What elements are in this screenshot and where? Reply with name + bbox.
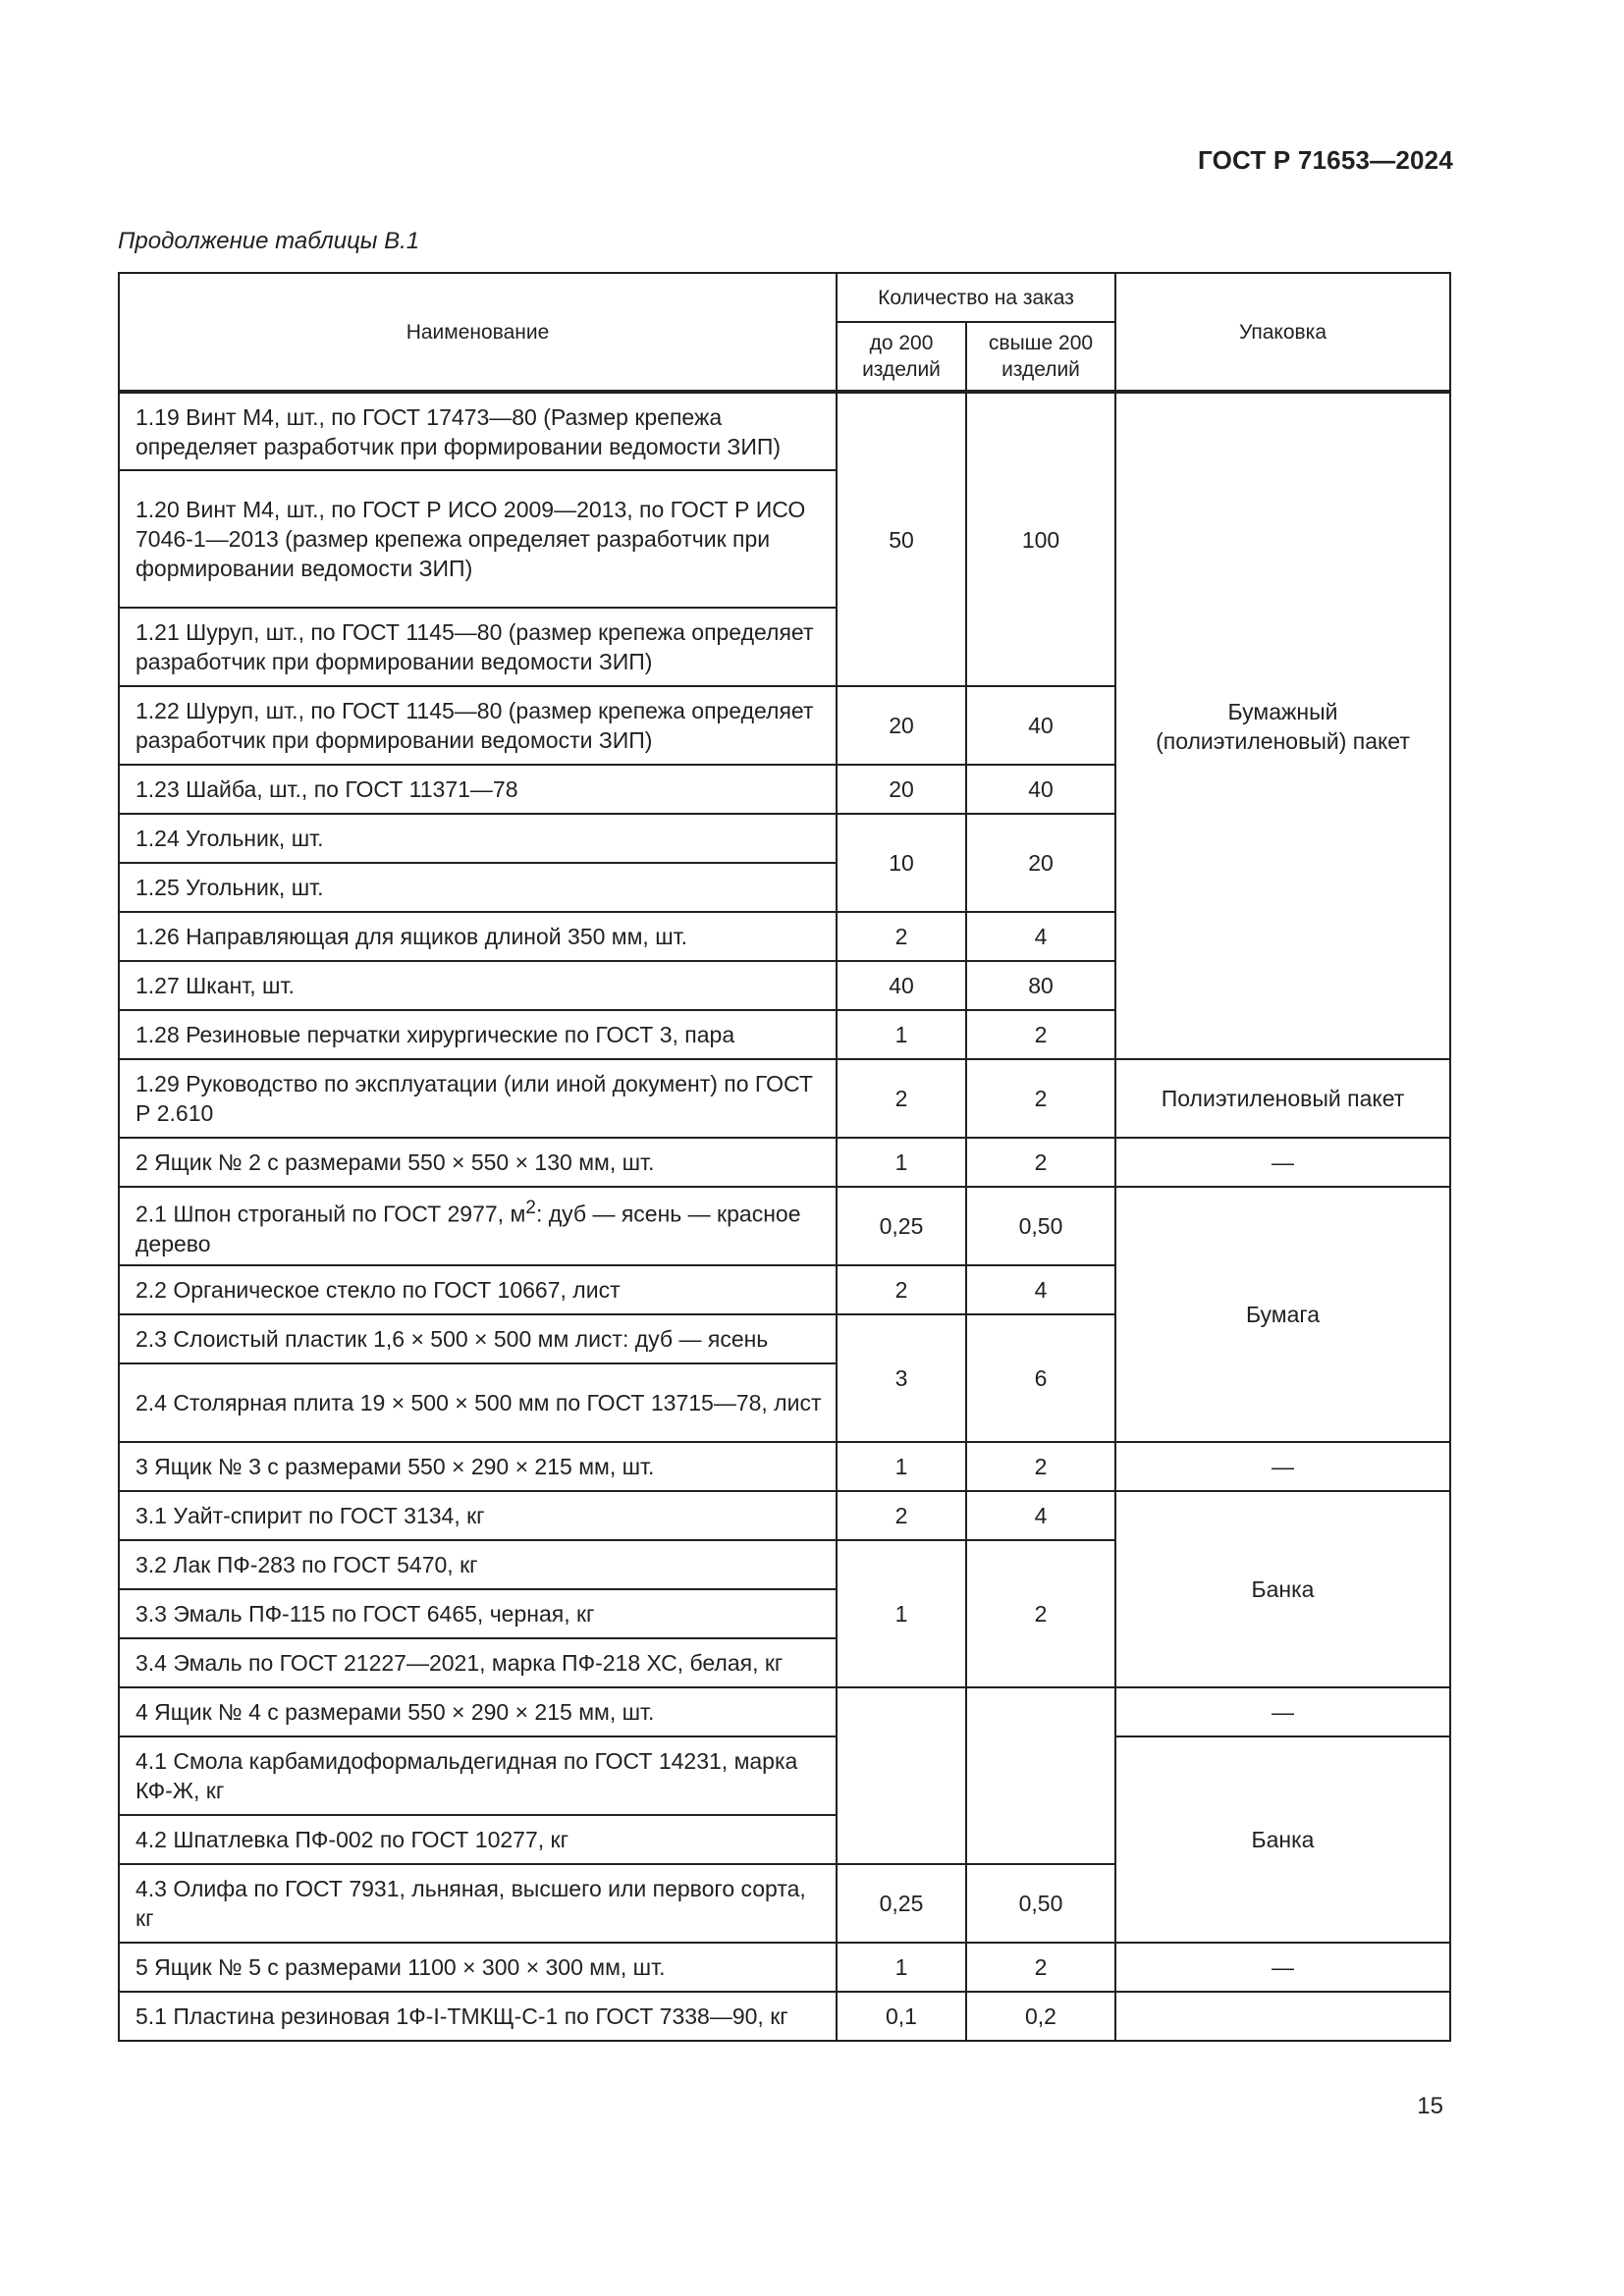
header-quantity-group: Количество на заказ bbox=[837, 273, 1115, 322]
table-row bbox=[119, 1138, 1450, 1187]
cell-name: 1.23 Шайба, шт., по ГОСТ 11371—78 bbox=[119, 765, 837, 814]
cell-name: 3 Ящик № 3 с размерами 550 × 290 × 215 мм, шт. bbox=[119, 1442, 837, 1491]
header-qty-upto: до 200 изделий bbox=[837, 322, 966, 392]
cell-name: 4 Ящик № 4 с размерами 550 × 290 × 215 мм, шт. bbox=[119, 1687, 837, 1736]
cell-packaging: Бумага bbox=[1115, 1187, 1450, 1442]
cell-qty-over bbox=[966, 1687, 1115, 1864]
cell-name-superscript: 2 bbox=[525, 1198, 536, 1219]
cell-qty-upto: 1 bbox=[837, 1442, 966, 1491]
cell-qty-over: 4 bbox=[966, 1265, 1115, 1314]
cell-qty-upto: 0,25 bbox=[837, 1187, 966, 1265]
cell-name: 1.24 Угольник, шт. bbox=[119, 814, 837, 863]
cell-qty-over: 4 bbox=[966, 912, 1115, 961]
cell-qty-over: 0,50 bbox=[966, 1864, 1115, 1943]
cell-packaging: — bbox=[1115, 1442, 1450, 1491]
cell-qty-over: 2 bbox=[966, 1010, 1115, 1059]
cell-name: 1.20 Винт М4, шт., по ГОСТ Р ИСО 2009—2013, по ГОСТ Р ИСО 7046-1—2013 (размер крепежа определяет разработчик при формировании ведомости ЗИП) bbox=[119, 470, 837, 608]
cell-packaging bbox=[1115, 1992, 1450, 2041]
cell-qty-upto: 0,1 bbox=[837, 1992, 966, 2041]
cell-qty-upto: 20 bbox=[837, 686, 966, 765]
cell-name: 5.1 Пластина резиновая 1Ф-I-ТМКЩ-С-1 по ГОСТ 7338—90, кг bbox=[119, 1992, 837, 2041]
table-row bbox=[119, 1992, 1450, 2041]
cell-packaging: — bbox=[1115, 1138, 1450, 1187]
header-packaging: Упаковка bbox=[1115, 273, 1450, 392]
cell-packaging: — bbox=[1115, 1687, 1450, 1736]
cell-name: 1.28 Резиновые перчатки хирургические по ГОСТ 3, пара bbox=[119, 1010, 837, 1059]
cell-qty-upto: 2 bbox=[837, 912, 966, 961]
cell-qty-upto: 2 bbox=[837, 1265, 966, 1314]
cell-qty-upto: 40 bbox=[837, 961, 966, 1010]
cell-name bbox=[119, 1187, 837, 1265]
cell-name-main: 2.1 Шпон строганый по ГОСТ 2977, м bbox=[135, 1201, 526, 1227]
cell-qty-over: 2 bbox=[966, 1540, 1115, 1687]
cell-name: 2.3 Слоистый пластик 1,6 × 500 × 500 мм лист: дуб — ясень bbox=[119, 1314, 837, 1363]
cell-qty-over: 6 bbox=[966, 1314, 1115, 1442]
cell-name: 1.21 Шуруп, шт., по ГОСТ 1145—80 (размер крепежа определяет разработчик при формировании ведомости ЗИП) bbox=[119, 608, 837, 686]
table-row bbox=[119, 1187, 1450, 1265]
cell-qty-over: 20 bbox=[966, 814, 1115, 912]
cell-qty-over: 100 bbox=[966, 392, 1115, 686]
cell-packaging: Бумажный (полиэтиленовый) пакет bbox=[1115, 392, 1450, 1059]
cell-name: 4.1 Смола карбамидоформальдегидная по ГОСТ 14231, марка КФ-Ж, кг bbox=[119, 1736, 837, 1815]
table-row bbox=[119, 1442, 1450, 1491]
cell-packaging: Полиэтиленовый пакет bbox=[1115, 1059, 1450, 1138]
cell-qty-upto: 0,25 bbox=[837, 1864, 966, 1943]
cell-qty-over: 2 bbox=[966, 1442, 1115, 1491]
cell-qty-over: 80 bbox=[966, 961, 1115, 1010]
table-row bbox=[119, 1491, 1450, 1540]
cell-qty-upto: 2 bbox=[837, 1491, 966, 1540]
cell-name: 1.19 Винт М4, шт., по ГОСТ 17473—80 (Размер крепежа определяет разработчик при формировании ведомости ЗИП) bbox=[119, 392, 837, 470]
table-row bbox=[119, 1687, 1450, 1736]
cell-qty-over: 40 bbox=[966, 765, 1115, 814]
cell-packaging: Банка bbox=[1115, 1736, 1450, 1943]
table-row bbox=[119, 392, 1450, 470]
table-row bbox=[119, 1943, 1450, 1992]
cell-name: 3.2 Лак ПФ-283 по ГОСТ 5470, кг bbox=[119, 1540, 837, 1589]
cell-name: 1.27 Шкант, шт. bbox=[119, 961, 837, 1010]
cell-name: 2.4 Столярная плита 19 × 500 × 500 мм по ГОСТ 13715—78, лист bbox=[119, 1363, 837, 1442]
cell-qty-over: 2 bbox=[966, 1943, 1115, 1992]
cell-name: 5 Ящик № 5 с размерами 1100 × 300 × 300 мм, шт. bbox=[119, 1943, 837, 1992]
cell-name: 1.29 Руководство по эксплуатации (или иной документ) по ГОСТ Р 2.610 bbox=[119, 1059, 837, 1138]
cell-qty-upto: 50 bbox=[837, 392, 966, 686]
document-code: ГОСТ Р 71653—2024 bbox=[1198, 145, 1453, 175]
cell-qty-over: 0,2 bbox=[966, 1992, 1115, 2041]
table-row bbox=[119, 1736, 1450, 1815]
cell-name: 1.22 Шуруп, шт., по ГОСТ 1145—80 (размер крепежа определяет разработчик при формировании ведомости ЗИП) bbox=[119, 686, 837, 765]
cell-qty-over: 0,50 bbox=[966, 1187, 1115, 1265]
page-number: 15 bbox=[1417, 2093, 1443, 2119]
cell-name: 1.26 Направляющая для ящиков длиной 350 мм, шт. bbox=[119, 912, 837, 961]
cell-qty-upto: 1 bbox=[837, 1540, 966, 1687]
header-qty-over: свыше 200 изделий bbox=[966, 322, 1115, 392]
spec-table bbox=[118, 272, 1451, 2042]
cell-name: 4.2 Шпатлевка ПФ-002 по ГОСТ 10277, кг bbox=[119, 1815, 837, 1864]
header-name: Наименование bbox=[119, 273, 837, 392]
cell-qty-upto bbox=[837, 1687, 966, 1864]
cell-name-rest: : дуб — ясень — красное дерево bbox=[135, 1201, 801, 1256]
cell-name: 1.25 Угольник, шт. bbox=[119, 863, 837, 912]
cell-qty-upto: 1 bbox=[837, 1138, 966, 1187]
cell-name: 4.3 Олифа по ГОСТ 7931, льняная, высшего или первого сорта, кг bbox=[119, 1864, 837, 1943]
table-caption: Продолжение таблицы В.1 bbox=[118, 228, 420, 254]
cell-name: 3.4 Эмаль по ГОСТ 21227—2021, марка ПФ-218 ХС, белая, кг bbox=[119, 1638, 837, 1687]
cell-packaging: Банка bbox=[1115, 1491, 1450, 1687]
cell-qty-upto: 2 bbox=[837, 1059, 966, 1138]
cell-qty-over: 4 bbox=[966, 1491, 1115, 1540]
cell-packaging: — bbox=[1115, 1943, 1450, 1992]
cell-name: 3.3 Эмаль ПФ-115 по ГОСТ 6465, черная, кг bbox=[119, 1589, 837, 1638]
cell-name: 2.2 Органическое стекло по ГОСТ 10667, лист bbox=[119, 1265, 837, 1314]
cell-qty-over: 2 bbox=[966, 1059, 1115, 1138]
cell-qty-over: 40 bbox=[966, 686, 1115, 765]
table-row bbox=[119, 1059, 1450, 1138]
cell-qty-upto: 3 bbox=[837, 1314, 966, 1442]
cell-qty-upto: 1 bbox=[837, 1943, 966, 1992]
cell-name: 2 Ящик № 2 с размерами 550 × 550 × 130 мм, шт. bbox=[119, 1138, 837, 1187]
cell-qty-upto: 10 bbox=[837, 814, 966, 912]
cell-name: 3.1 Уайт-спирит по ГОСТ 3134, кг bbox=[119, 1491, 837, 1540]
cell-qty-over: 2 bbox=[966, 1138, 1115, 1187]
cell-qty-upto: 20 bbox=[837, 765, 966, 814]
cell-qty-upto: 1 bbox=[837, 1010, 966, 1059]
